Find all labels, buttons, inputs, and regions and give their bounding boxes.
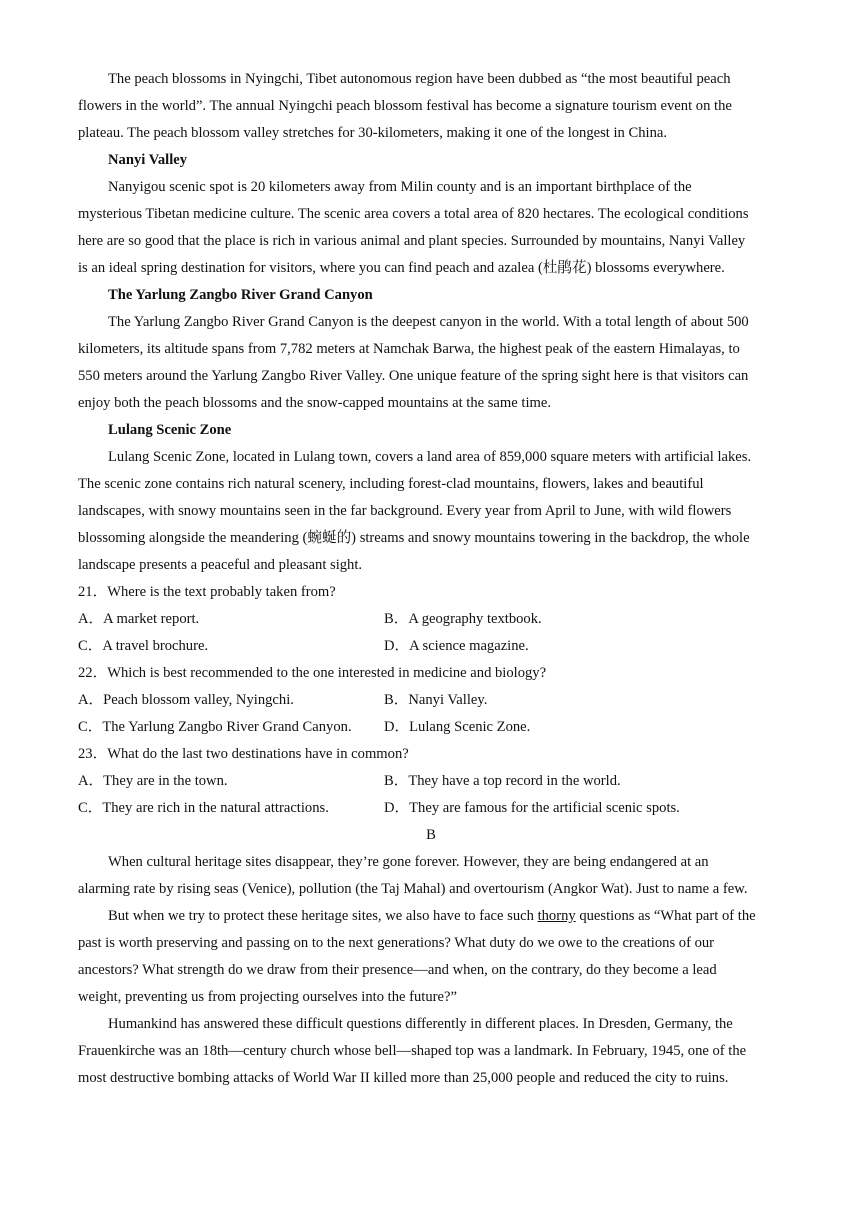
text-line: 550 meters around the Yarlung Zangbo River Valley. One unique feature of the spring sight here is that visitors can <box>78 368 749 384</box>
text-line: plateau. The peach blossom valley stretches for 30-kilometers, making it one of the longest in China. <box>78 125 668 141</box>
text-line: alarming rate by rising seas (Venice), pollution (the Taj Mahal) and overtourism (Angkor Wat). Just to name a few. <box>78 881 748 897</box>
text-line: enjoy both the peach blossoms and the snow-capped mountains at the same time. <box>78 395 551 411</box>
text-line: is an ideal spring destination for visitors, where you can find peach and azalea (杜鹃花) blossoms everywhere. <box>78 260 725 276</box>
text-line: past is worth preserving and passing on to the next generations? What duty do we owe to the creations of our <box>78 935 715 951</box>
text-line: landscapes, with snowy mountains seen in the far background. Every year from April to June, with wild flowers <box>78 503 732 519</box>
text-line: Lulang Scenic Zone, located in Lulang town, covers a land area of 859,000 square meters with artificial lakes. <box>108 449 752 465</box>
options-row <box>78 606 784 633</box>
question-stem: 22．Which is best recommended to the one interested in medicine and biology? <box>78 665 547 681</box>
text-line: blossoming alongside the meandering (蜿蜒的) streams and snowy mountains towering in the backdrop, the whole <box>78 530 750 546</box>
option-b[interactable]: B．They have a top record in the world. <box>384 773 621 789</box>
options-row <box>78 795 784 822</box>
exam-page <box>78 66 784 1092</box>
option-d[interactable]: D．They are famous for the artificial scenic spots. <box>384 800 680 816</box>
text-segment: questions as “What part of the <box>575 908 756 924</box>
text-line: mysterious Tibetan medicine culture. The scenic area covers a total area of 820 hectares. The ecological conditions <box>78 206 749 222</box>
passage-b-para3 <box>78 1011 784 1092</box>
text-line: here are so good that the place is rich in various animal and plant species. Surrounded by mountains, Nanyi Valley <box>78 233 746 249</box>
text-line: landscape presents a peaceful and pleasant sight. <box>78 557 363 573</box>
question-23 <box>78 741 784 822</box>
section-title-grand-canyon: The Yarlung Zangbo River Grand Canyon <box>108 287 373 303</box>
text-line: When cultural heritage sites disappear, they’re gone forever. However, they are being endangered at an <box>108 854 709 870</box>
option-b[interactable]: B．Nanyi Valley. <box>384 692 488 708</box>
underlined-word: thorny <box>537 908 576 924</box>
section-title-nanyi-valley: Nanyi Valley <box>108 152 188 168</box>
text-line: The peach blossoms in Nyingchi, Tibet autonomous region have been dubbed as “the most beautiful peach <box>108 71 731 87</box>
text-line: kilometers, its altitude spans from 7,782 meters at Namchak Barwa, the highest peak of the eastern Himalayas, to <box>78 341 740 357</box>
text-line: ancestors? What strength do we draw from their presence—and when, on the contrary, do they become a lead <box>78 962 717 978</box>
text-line: Humankind has answered these difficult questions differently in different places. In Dresden, Germany, the <box>108 1016 733 1032</box>
question-21 <box>78 579 784 660</box>
option-b[interactable]: B．A geography textbook. <box>384 611 542 627</box>
text-line: most destructive bombing attacks of World War II killed more than 25,000 people and reduced the city to ruins. <box>78 1070 729 1086</box>
options-row <box>78 768 784 795</box>
options-row <box>78 714 784 741</box>
text-line: The scenic zone contains rich natural scenery, including forest-clad mountains, flowers, lakes and beautiful <box>78 476 704 492</box>
option-c[interactable]: C．The Yarlung Zangbo River Grand Canyon. <box>78 719 352 735</box>
option-a[interactable]: A．Peach blossom valley, Nyingchi. <box>78 692 294 708</box>
passage-b-heading: B <box>426 827 436 843</box>
option-d[interactable]: D．Lulang Scenic Zone. <box>384 719 531 735</box>
question-stem: 23．What do the last two destinations have in common? <box>78 746 409 762</box>
text-line: The Yarlung Zangbo River Grand Canyon is the deepest canyon in the world. With a total length of about 500 <box>108 314 749 330</box>
option-d[interactable]: D．A science magazine. <box>384 638 529 654</box>
question-22 <box>78 660 784 741</box>
section-grand-canyon <box>78 309 784 417</box>
options-row <box>78 633 784 660</box>
section-nanyi-valley <box>78 174 784 282</box>
option-c[interactable]: C．A travel brochure. <box>78 638 209 654</box>
text-segment: But when we try to protect these heritage sites, we also have to face such <box>108 908 538 924</box>
option-a[interactable]: A．A market report. <box>78 611 200 627</box>
passage-a-intro <box>78 66 784 147</box>
section-title-lulang: Lulang Scenic Zone <box>108 422 232 438</box>
option-c[interactable]: C．They are rich in the natural attractions. <box>78 800 329 816</box>
options-row <box>78 687 784 714</box>
section-lulang <box>78 444 784 579</box>
text-line: weight, preventing us from projecting ourselves into the future?” <box>78 989 457 1005</box>
question-stem: 21．Where is the text probably taken from? <box>78 584 336 600</box>
text-line: flowers in the world”. The annual Nyingchi peach blossom festival has become a signature tourism event on the <box>78 98 732 114</box>
text-line: Nanyigou scenic spot is 20 kilometers away from Milin county and is an important birthplace of the <box>108 179 692 195</box>
passage-b-para1 <box>78 849 784 903</box>
option-a[interactable]: A．They are in the town. <box>78 773 228 789</box>
text-line <box>78 903 784 930</box>
passage-b-para2 <box>78 903 784 1011</box>
text-line: Frauenkirche was an 18th—century church whose bell—shaped top was a landmark. In February, 1945, one of the <box>78 1043 747 1059</box>
